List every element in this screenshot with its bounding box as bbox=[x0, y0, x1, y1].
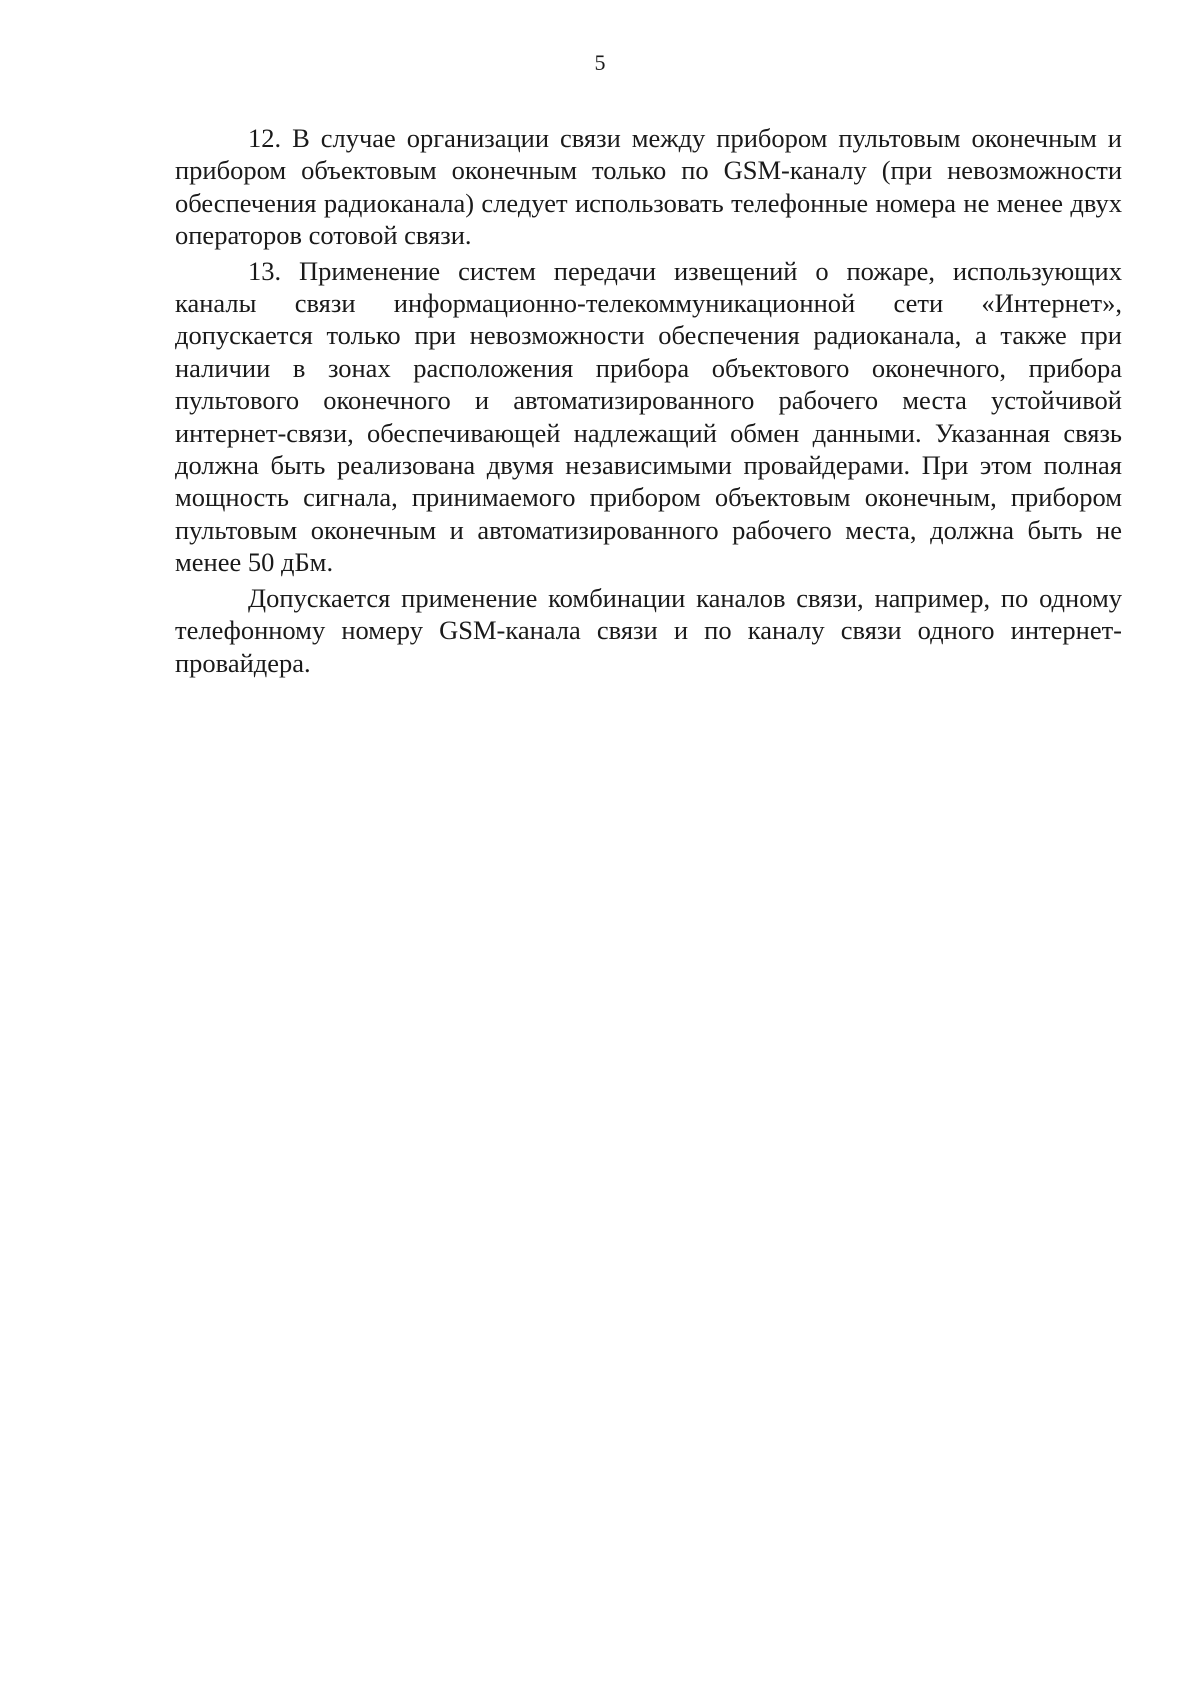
page-number: 5 bbox=[594, 50, 606, 75]
document-body bbox=[175, 122, 1122, 682]
paragraph-12: 12. В случае организации связи между прибором пультовым оконечным и прибором объектовым оконечным только по GSM-каналу (при невозможности обеспечения радиоканала) следует использовать телефонные номера не менее двух операторов сотовой связи. bbox=[175, 123, 1122, 251]
paragraph-13: 13. Применение систем передачи извещений о пожаре, использующих каналы связи информационно-телекоммуникационной сети «Интернет», допускается только при невозможности обеспечения радиоканала, а также при наличии в зонах расположения прибора объектового оконечного, прибора пультового оконечного и автоматизированного рабочего места устойчивой интернет-связи, обеспечивающей надлежащий обмен данными. Указанная связь должна быть реализована двумя независимыми провайдерами. При этом полная мощность сигнала, принимаемого прибором объектовым оконечным, прибором пультовым оконечным и автоматизированного рабочего места, должна быть не менее 50 дБм. bbox=[175, 255, 1122, 578]
paragraph-channel-combination: Допускается применение комбинации каналов связи, например, по одному телефонному номеру GSM-канала связи и по каналу связи одного интернет-провайдера. bbox=[175, 582, 1122, 678]
